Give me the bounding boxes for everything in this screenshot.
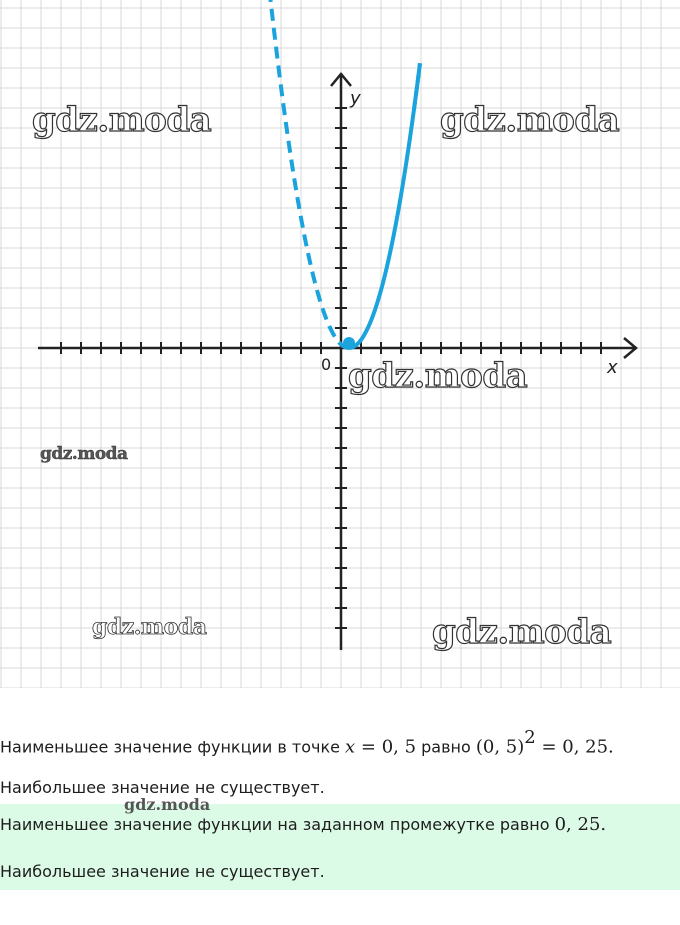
x-axis-label: x [607, 357, 618, 378]
solution-line-max: Наибольшее значение не существует. [0, 778, 325, 797]
watermark: gdz.moda [432, 612, 612, 652]
watermark: gdz.moda [440, 100, 620, 140]
math-exponent: 2 [524, 727, 536, 748]
watermark: gdz.moda [32, 100, 212, 140]
answer-line-min [0, 814, 606, 835]
solution-text: равно [416, 737, 476, 757]
solution-line-min [0, 727, 614, 758]
curve-point [343, 337, 355, 349]
watermark: gdz.moda [124, 795, 211, 814]
answer-value: 0, 25. [554, 814, 607, 835]
math-equation: = 0, 5 [355, 736, 417, 758]
y-axis-label: y [350, 88, 361, 109]
watermark: gdz.moda [92, 614, 207, 640]
answer-line-max: Наибольшее значение не существует. [0, 862, 325, 881]
curve-dashed-branch [258, 0, 349, 348]
math-result: = 0, 25. [535, 736, 614, 758]
watermark: gdz.moda [40, 444, 128, 464]
origin-label: 0 [321, 355, 332, 374]
math-expression: (0, 5) [475, 736, 525, 758]
math-variable: x [345, 736, 356, 758]
answer-text: Наименьшее значение функции на заданном промежутке равно [0, 815, 555, 834]
watermark: gdz.moda [348, 356, 528, 396]
answer-box [0, 804, 680, 890]
solution-text: Наименьшее значение функции в точке [0, 737, 346, 757]
